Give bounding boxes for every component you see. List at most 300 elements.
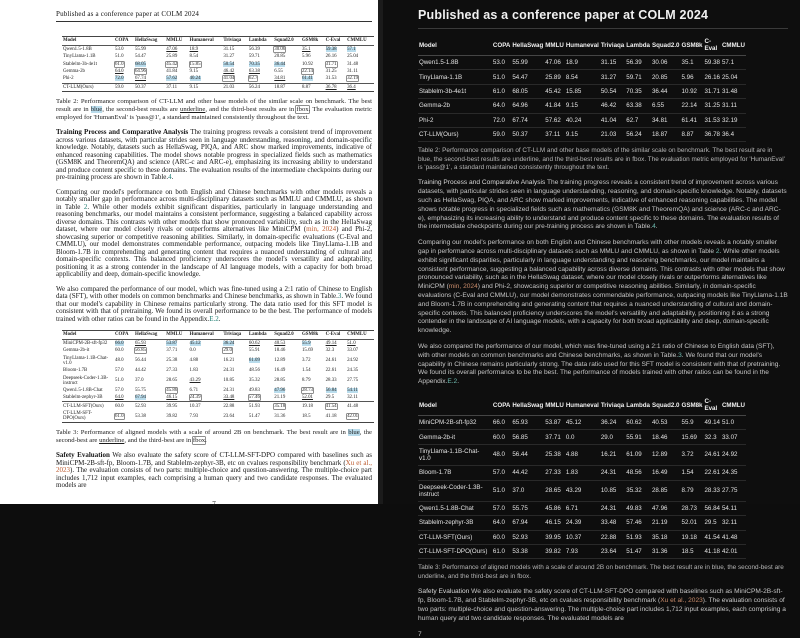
table-cell (600, 113, 625, 127)
table-row (62, 53, 374, 60)
metric-value: 48.0 (115, 358, 124, 364)
table-cell (511, 466, 544, 480)
table-cell (625, 113, 651, 127)
citation-link[interactable]: min, 2024 (448, 283, 478, 291)
table-cell (681, 444, 704, 465)
table-cell (703, 545, 720, 559)
table-header-row (62, 331, 374, 340)
ref-link[interactable]: 4 (168, 173, 172, 182)
table-cell (134, 75, 165, 83)
text-run: Table 3: Performance of aligned models with a scale of around 2B on benchmark. The best result are in (418, 564, 712, 572)
table-cell (544, 545, 565, 559)
table-cell (114, 374, 134, 386)
table-cell (544, 530, 565, 544)
column-header: COPA (114, 37, 134, 46)
metric-value: 6.55 (274, 69, 283, 75)
table-cell (511, 430, 544, 444)
metric-value: 21.19 (651, 519, 668, 527)
table-cell (721, 99, 746, 113)
table-cell (492, 113, 511, 127)
table-cell (189, 61, 223, 68)
metric-value: 6.55 (651, 102, 665, 110)
model-name: Stablelm-zephyr-3B (418, 516, 492, 530)
metric-value: 61.09 (626, 451, 642, 459)
metric-value: 10.85 (223, 378, 235, 383)
table-cell (565, 127, 600, 141)
metric-value-ul: 35.1 (301, 46, 311, 52)
ref-link[interactable]: 3 (337, 292, 342, 301)
metric-value: 52.93 (134, 403, 146, 409)
table-cell (721, 501, 746, 515)
table-cell (544, 430, 565, 444)
table-row (62, 402, 374, 410)
table-cell (625, 70, 651, 84)
metric-value: 4.88 (189, 358, 199, 364)
table-cell (600, 127, 625, 141)
ref-link[interactable]: E.2 (209, 314, 219, 323)
table-cell (273, 355, 301, 367)
benchmark-table-3-dark (418, 395, 746, 559)
metric-value-ul: 36.4 (347, 84, 356, 90)
table-row (62, 339, 374, 347)
metric-value: 31.36 (651, 548, 668, 556)
ref-link[interactable]: 2 (715, 248, 720, 256)
table-cell (301, 347, 325, 354)
table-cell (492, 430, 511, 444)
table-cell (165, 75, 188, 83)
table-cell (301, 402, 325, 410)
column-header: COPA (114, 331, 134, 340)
column-header: Triviaqa (222, 37, 248, 46)
table-cell (114, 394, 134, 402)
table-cell (301, 45, 325, 53)
table-cell (165, 45, 188, 53)
table-cell (651, 416, 681, 430)
table-cell (511, 416, 544, 430)
text-run: ) and Phi-2, showcasing superior or competitive reasoning abilities. Similarly, in domain-specific evaluations (C-Eval and CMMLU), our model demonstrates commendable performance, outpacing models like TinyLlama-1.1B and Bloom-1.7B in comprehending and generating content that requires a nuanced understanding of cultural and domain-specific contexts. This balanced proficiency underscores the model's versatility and adaptability, positioning it as a strong contender in the landscape of AI language models, with a capacity for both broad applicability and deep, domain-specific knowledge. (56, 225, 373, 279)
paper-page-light (0, 0, 378, 508)
table-row (62, 367, 374, 374)
metric-value-ul: 64.0 (115, 69, 124, 75)
table-cell (721, 480, 746, 501)
metric-value: 50.37 (512, 131, 528, 139)
metric-value: 60.0 (492, 433, 505, 441)
table-row (418, 113, 746, 127)
table-cell (273, 374, 301, 386)
table-cell (600, 501, 625, 515)
metric-value: 28.85 (651, 487, 668, 495)
table-cell (681, 70, 704, 84)
table-cell (651, 530, 681, 544)
metric-value: 26.16 (325, 54, 337, 60)
metric-value: 56.44 (134, 358, 146, 364)
ref-link[interactable]: 2 (83, 202, 88, 211)
metric-value: 15.69 (681, 433, 697, 441)
table-cell (114, 61, 134, 68)
table-cell (325, 387, 347, 394)
table-cell (721, 430, 746, 444)
table-cell (511, 99, 544, 113)
metric-value: 67.94 (512, 519, 528, 527)
column-header: Triviaqa (600, 395, 625, 416)
metric-value: 51.47 (248, 413, 260, 419)
table-cell (511, 70, 544, 84)
table-cell (189, 387, 223, 394)
metric-value: 25.89 (545, 73, 561, 81)
table-cell (625, 480, 651, 501)
table-cell (165, 83, 188, 91)
table-cell (511, 545, 544, 559)
text-run: fbox (192, 437, 206, 445)
table-cell (651, 127, 681, 141)
table-cell (651, 99, 681, 113)
metric-value: 33.48 (600, 519, 617, 527)
table-cell (492, 501, 511, 515)
metric-value-hl: 36.24 (223, 341, 235, 346)
ref-link[interactable]: E.2 (447, 378, 458, 386)
metric-value: 50.54 (600, 87, 617, 95)
metric-value-ul: 52.01 (301, 395, 313, 401)
table-cell (511, 84, 544, 98)
metric-value: 24.31 (600, 505, 617, 513)
table-cell (189, 83, 223, 91)
paragraph-training-process (56, 129, 372, 182)
table-cell (134, 61, 165, 68)
metric-value: 18.9 (565, 59, 578, 67)
table-cell (114, 339, 134, 347)
table-cell (544, 516, 565, 530)
metric-value: 24.61 (325, 358, 337, 364)
metric-value: 27.75 (721, 487, 738, 495)
column-header: HellaSwag (134, 37, 165, 46)
table-row (62, 83, 374, 91)
running-header: Published as a conference paper at COLM 2024 (56, 10, 200, 18)
column-header: Humaneval (565, 395, 600, 416)
metric-value: 24.92 (347, 358, 359, 364)
metric-value-hl: 45.12 (189, 341, 201, 346)
table-cell (189, 355, 223, 367)
table-cell (544, 127, 565, 141)
table-cell (703, 516, 720, 530)
table-cell (721, 545, 746, 559)
metric-value: 59.38 (704, 59, 720, 67)
metric-value: 48.56 (248, 368, 260, 374)
metric-value: 56.24 (626, 131, 642, 139)
metric-value-ul: 49.14 (325, 341, 337, 346)
table-cell (565, 99, 600, 113)
metric-value: 25.04 (721, 73, 738, 81)
table-cell (721, 530, 746, 544)
table-cell (165, 410, 188, 423)
metric-value: 27.33 (545, 469, 561, 477)
table-cell (189, 75, 223, 83)
metric-value: 12.89 (651, 451, 668, 459)
model-name: CT-LLM-SFT-DPO(Ours) (63, 411, 92, 421)
metric-value: 55.91 (248, 348, 260, 354)
metric-value-box: 31.71 (325, 61, 337, 67)
metric-value: 8.87 (301, 84, 311, 90)
column-header: C-Eval (325, 37, 347, 46)
model-name: Qwen1.5-1.8B (63, 46, 92, 52)
metric-value: 64.0 (492, 519, 505, 527)
text-run: underline (512, 155, 539, 163)
metric-value: 32.3 (325, 348, 335, 354)
table-cell (600, 70, 625, 84)
column-header: CMMLU (721, 35, 746, 56)
metric-value: 51.47 (626, 548, 642, 556)
citation-link[interactable]: Xu et al., 2023 (56, 458, 372, 475)
metric-value-hl: 47.96 (274, 387, 286, 393)
table-cell (703, 416, 720, 430)
metric-value: 31.71 (704, 87, 720, 95)
table-cell (346, 410, 374, 423)
text-run: Table 3: Performance of aligned models with a scale of around 2B on benchmark. The best result are in (56, 429, 349, 437)
ref-link[interactable]: 4 (652, 223, 656, 231)
metric-value-hl: 50.54 (223, 61, 235, 67)
metric-value-ul: 67.74 (134, 76, 146, 82)
metric-value-ul: 33.48 (223, 395, 235, 401)
table-cell (301, 394, 325, 402)
metric-value: 72.0 (492, 116, 505, 124)
metric-value-box: 32.19 (347, 76, 359, 82)
metric-value: 37.11 (166, 84, 178, 90)
metric-value-box: 29.0 (223, 348, 232, 354)
metric-value: 44.42 (134, 368, 146, 374)
model-name: TinyLlama-1.1B (418, 70, 492, 84)
table-cell (325, 61, 347, 68)
metric-value-ul: 40.53 (274, 341, 286, 346)
metric-value: 45.12 (565, 419, 582, 427)
metric-value: 54.11 (721, 505, 737, 513)
metric-value: 55.99 (134, 46, 146, 52)
model-name: MiniCPM-2B-sft-fp32 (63, 341, 108, 346)
metric-value: 15.69 (301, 348, 313, 354)
table-cell (600, 99, 625, 113)
header-rule (56, 21, 372, 22)
metric-value: 60.62 (626, 419, 642, 427)
text-run: Comparing our model's performance on both English and Chinese benchmarks with other models reveals a notably smaller gap in performance across multi-disciplinary datasets such as MMLU and CMMLU, as shown in Table (56, 187, 372, 211)
table-cell (703, 70, 720, 84)
table-row (418, 501, 746, 515)
table-cell (346, 355, 374, 367)
metric-value: 51.0 (721, 419, 735, 427)
table-cell (625, 545, 651, 559)
table-cell (346, 83, 374, 91)
metric-value: 62.7 (626, 116, 639, 124)
citation-link[interactable]: Xu et al., 2023 (660, 596, 703, 604)
table-cell (346, 374, 374, 386)
table-cell (625, 444, 651, 465)
model-name: Stablelm-zephyr-3B (63, 395, 103, 401)
metric-value: 41.18 (325, 413, 337, 419)
table-cell (248, 410, 273, 423)
metric-value: 51.0 (492, 73, 505, 81)
table-cell (492, 416, 511, 430)
metric-value: 28.65 (166, 378, 178, 383)
model-name: Stablelm-3b-4e1t (418, 84, 492, 98)
table-cell (511, 516, 544, 530)
metric-value: 56.44 (512, 451, 528, 459)
table-cell (544, 416, 565, 430)
metric-value: 56.39 (248, 46, 260, 52)
column-header: Triviaqa (600, 35, 625, 56)
table-cell (703, 127, 720, 141)
table-cell (600, 84, 625, 98)
table-cell (703, 480, 720, 501)
metric-value: 57.46 (626, 519, 642, 527)
column-header: Model (418, 35, 492, 56)
model-name: Stablelm-3b-4e1t (63, 61, 97, 67)
metric-value: 35.32 (248, 378, 260, 383)
metric-value: 10.37 (189, 403, 201, 409)
model-name: Gemma-2b (63, 69, 86, 75)
benchmark-table-2 (62, 36, 374, 92)
metric-value: 23.64 (223, 413, 235, 419)
metric-value: 28.33 (704, 487, 720, 495)
text-run: Table 2: Performance comparison of CT-LLM and other base models of the similar scale on benchmark. The best result are in (56, 98, 372, 114)
metric-value: 46.42 (600, 102, 617, 110)
column-header: CMMLU (721, 395, 746, 416)
metric-value: 25.38 (545, 451, 561, 459)
table-cell (625, 127, 651, 141)
table-cell (248, 355, 273, 367)
metric-value: 49.14 (704, 419, 720, 427)
table-cell (301, 355, 325, 367)
table-cell (346, 402, 374, 410)
table-cell (492, 70, 511, 84)
ref-link[interactable]: 3 (678, 351, 682, 359)
metric-value: 16.49 (274, 368, 286, 374)
table-cell (325, 75, 347, 83)
metric-value: 46.15 (545, 519, 561, 527)
metric-value-hl: 61.41 (301, 76, 313, 82)
metric-value: 55.99 (512, 59, 528, 67)
metric-value: 31.27 (223, 54, 235, 60)
model-name: Gemma-2b-it (63, 348, 90, 354)
metric-value: 31.15 (223, 46, 235, 52)
table-cell (681, 466, 704, 480)
table-cell (165, 387, 188, 394)
text-run: , and the third-best are in (444, 572, 518, 580)
paragraph-comparison-dark (418, 239, 788, 336)
metric-value: 9.15 (189, 84, 199, 90)
table-cell (651, 430, 681, 444)
metric-value-hl: 59.38 (325, 46, 337, 52)
table-cell (651, 501, 681, 515)
table-cell (301, 374, 325, 386)
metric-value: 47.96 (651, 505, 668, 513)
table-cell (273, 68, 301, 75)
metric-value: 24.39 (565, 519, 582, 527)
metric-value: 0.0 (565, 433, 575, 441)
metric-value: 68.05 (512, 87, 528, 95)
text-run: underline (180, 106, 206, 114)
table-cell (325, 339, 347, 347)
column-header: MMLU (165, 331, 188, 340)
metric-value: 24.92 (721, 451, 738, 459)
metric-value-ul: 64.0 (115, 395, 124, 401)
metric-value: 32.19 (721, 116, 738, 124)
table-cell (492, 530, 511, 544)
column-header: MMLU (165, 37, 188, 46)
column-header: GSM8k (301, 37, 325, 46)
table-cell (651, 480, 681, 501)
table-row (62, 410, 374, 423)
table-cell (600, 466, 625, 480)
metric-value-box: 45.86 (166, 387, 178, 393)
table-cell (273, 75, 301, 83)
table-row (418, 516, 746, 530)
metric-value: 31.25 (325, 69, 337, 75)
metric-value: 21.19 (274, 395, 286, 401)
table-cell (681, 530, 704, 544)
column-header: Triviaqa (222, 331, 248, 340)
table-cell (165, 374, 188, 386)
metric-value: 15.85 (565, 87, 582, 95)
metric-value: 31.48 (347, 61, 359, 67)
text-run: fbox (517, 572, 530, 580)
table-cell (165, 394, 188, 402)
citation-link[interactable]: min, 2024 (306, 225, 337, 234)
metric-value: 65.93 (512, 419, 528, 427)
table-cell (681, 99, 704, 113)
table-cell (273, 394, 301, 402)
metric-value-ul: 46.15 (166, 395, 178, 401)
metric-value: 31.48 (721, 87, 738, 95)
metric-value: 10.85 (600, 487, 617, 495)
model-name: Qwen1.5-1.8B (418, 56, 492, 70)
metric-value-box: 62.7 (248, 76, 258, 82)
table-cell (346, 75, 374, 83)
table-row (418, 84, 746, 98)
table-cell (565, 113, 600, 127)
table-cell (273, 45, 301, 53)
text-run: We also compared the performance of our model, which was fine-tuned using a 2:1 ratio of Chinese to English data (SFT), with other models on common benchmarks and Chinese benchmarks, as shown in Table. (418, 343, 775, 359)
table-cell (134, 410, 165, 423)
metric-value: 50.37 (134, 84, 146, 90)
table-cell (325, 68, 347, 75)
table-cell (511, 530, 544, 544)
metric-value: 43.29 (565, 487, 582, 495)
metric-value: 31.11 (721, 102, 737, 110)
model-name: TinyLlama-1.1B-Chat-v1.0 (63, 355, 109, 366)
table-cell (565, 416, 600, 430)
metric-value: 18.87 (274, 84, 286, 90)
column-header: Lambda (625, 395, 651, 416)
table-row (62, 387, 374, 394)
model-name: Bloom-1.7B (418, 466, 492, 480)
table-cell (681, 113, 704, 127)
model-name: CT-LLM-SFT(Ours) (418, 530, 492, 544)
metric-value: 39.82 (545, 548, 561, 556)
column-header: COPA (492, 395, 511, 416)
table-cell (165, 61, 188, 68)
metric-value-ul: 65.93 (134, 341, 146, 346)
metric-value: 57.0 (115, 387, 124, 393)
table-cell (681, 127, 704, 141)
metric-value: 3.72 (301, 358, 311, 364)
table-cell (492, 444, 511, 465)
table-cell (492, 56, 511, 70)
table-cell (565, 466, 600, 480)
column-header: COPA (492, 35, 511, 56)
metric-value: 41.18 (704, 548, 720, 556)
table-cell (222, 68, 248, 75)
table-cell (134, 68, 165, 75)
metric-value: 60.0 (115, 403, 124, 409)
metric-value: 29.5 (325, 395, 335, 401)
table-cell (301, 410, 325, 423)
